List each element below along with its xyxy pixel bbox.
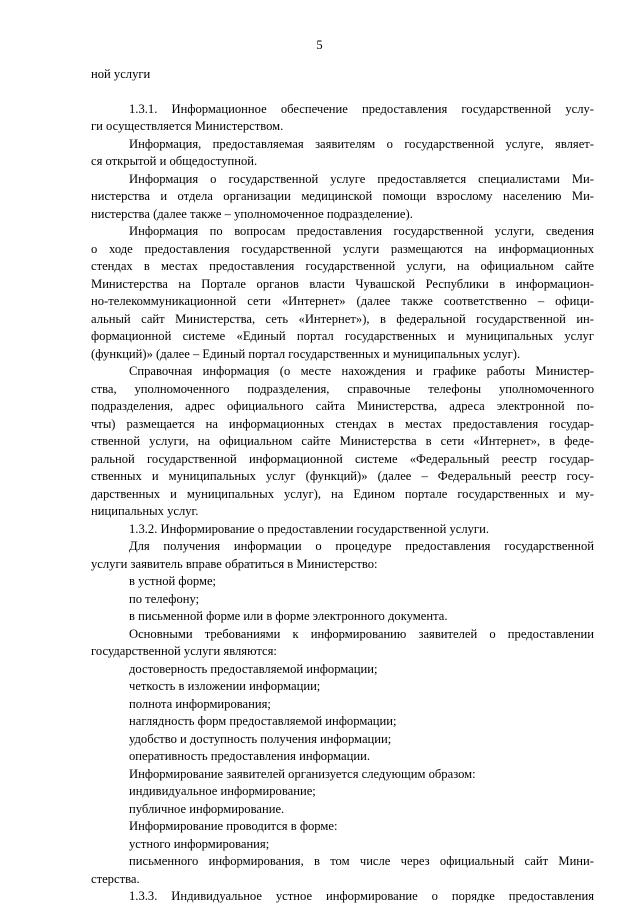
- text-line: ся открытой и общедоступной.: [91, 154, 258, 168]
- text-line: нистерства (далее также – уполномоченное подразделение).: [91, 206, 413, 221]
- document-body: [91, 66, 594, 906]
- text-line: (функций)» (далее – Единый портал государственных и муниципальных услуг).: [91, 346, 521, 361]
- text-line: удобство и доступность получения информации;: [129, 731, 392, 746]
- text-line: письменного информирования, в том числе через официальный сайт Мини-: [129, 854, 594, 868]
- text-line: четкость в изложении информации;: [129, 679, 321, 693]
- text-line: Информирование проводится в форме:: [129, 819, 338, 833]
- text-line: государственной услуги являются:: [91, 644, 277, 658]
- text-line: формационной системе «Единый портал государственных и муниципальных услуг: [91, 329, 594, 343]
- text-line: в устной форме;: [129, 574, 217, 588]
- text-line: индивидуальное информирование;: [129, 784, 316, 798]
- text-line: Основными требованиями к информированию заявителей о предоставлении: [129, 626, 594, 641]
- text-line: ной услуги: [91, 67, 151, 81]
- text-line: Министерства на Портале органов власти Чувашской Республики в информацион-: [91, 276, 594, 291]
- text-line: наглядность форм предоставляемой информации;: [129, 714, 397, 728]
- text-line: достоверность предоставляемой информации;: [129, 661, 378, 676]
- text-line: 1.3.1. Информационное обеспечение предоставления государственной услу-: [129, 101, 594, 116]
- text-line: о ходе предоставления государственной услуги размещаются на информационных: [91, 241, 594, 256]
- text-line: подразделения, адрес официального сайта Министерства, адреса электронной по-: [91, 399, 594, 413]
- text-line: услуги заявитель вправе обратиться в Министерство:: [91, 556, 378, 571]
- paragraph-gap: [91, 84, 594, 101]
- text-line: в письменной форме или в форме электронного документа.: [129, 609, 448, 623]
- text-line: ги осуществляется Министерством.: [91, 119, 284, 133]
- text-line: ральной государственной информационной системе «Федеральный реестр государ-: [91, 451, 594, 466]
- text-line: чты) размещается на информационных стендах в местах предоставления государ-: [91, 416, 594, 431]
- text-line: ства, уполномоченного подразделения, справочные телефоны уполномоченного: [91, 381, 594, 396]
- text-line: Для получения информации о процедуре предоставления государственной: [129, 539, 594, 553]
- text-line: Информация по вопросам предоставления государственной услуги, сведения: [129, 224, 594, 238]
- text-line: Информирование заявителей организуется следующим образом:: [129, 766, 476, 781]
- text-line: стерства.: [91, 871, 140, 886]
- text-line: Информация, предоставляемая заявителям о государственной услуге, являет-: [129, 136, 594, 151]
- text-line: ственной услуги, на официальном сайте Министерства в сети «Интернет», в феде-: [91, 434, 594, 448]
- text-line: 1.3.2. Информирование о предоставлении государственной услуги.: [129, 521, 489, 536]
- text-line: 1.3.3. Индивидуальное устное информирование о порядке предоставления: [129, 889, 594, 903]
- text-line: ниципальных услуг.: [91, 504, 199, 518]
- text-line: стендах в местах предоставления государственной услуги, на официальном сайте: [91, 259, 594, 273]
- text-line: полнота информирования;: [129, 696, 271, 711]
- text-line: Информация о государственной услуге предоставляется специалистами Ми-: [129, 171, 594, 186]
- text-line: нистерства и отдела организации медицинской помощи взрослому населению Ми-: [91, 189, 594, 203]
- text-line: оперативность предоставления информации.: [129, 749, 370, 763]
- text-line: публичное информирование.: [129, 801, 285, 816]
- text-line: устного информирования;: [129, 836, 270, 851]
- text-line: альный сайт Министерства, сеть «Интернет»), в федеральной государственной ин-: [91, 311, 594, 326]
- text-line: по телефону;: [129, 591, 200, 606]
- text-line: ственных и муниципальных услуг (функций)» (далее – Федеральный реестр госу-: [91, 469, 594, 483]
- text-line: Справочная информация (о месте нахождения и графике работы Министер-: [129, 364, 594, 378]
- page-number: 5: [316, 38, 323, 52]
- text-line: дарственных и муниципальных услуг), на Едином портале государственных и му-: [91, 486, 594, 501]
- text-line: но-телекоммуникационной сети «Интернет» (далее также соответственно – офици-: [91, 294, 594, 308]
